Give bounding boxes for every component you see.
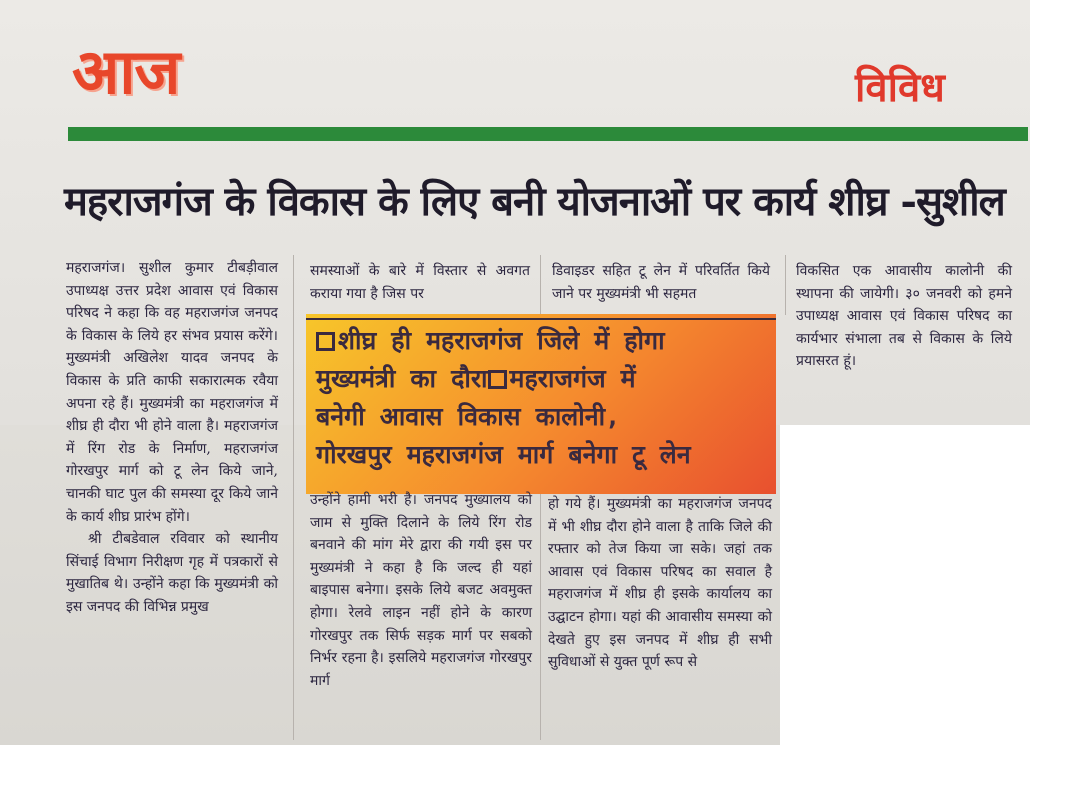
article-column-3-top: डिवाइडर सहित टू लेन में परिवर्तित किये जाने पर मुख्यमंत्री भी सहमत [552,263,770,302]
article-headline: महराजगंज के विकास के लिए बनी योजनाओं पर कार्य शीघ्र -सुशील [64,178,1005,225]
highlight-callout-box [306,314,776,494]
column-divider [540,255,541,315]
section-label: विविध [855,65,945,111]
column-divider [785,255,786,315]
newspaper-masthead: आज [72,35,180,108]
article-paragraph: श्री टीबडेवाल रविवार को स्थानीय सिंचाई विभाग निरीक्षण गृह में पत्रकारों से मुखातिब थे। उन्होंने कहा कि मुख्यमंत्री को इस जनपद की विभिन्न प्रमुख [66,531,278,615]
callout-line: महराजगंज में [509,364,636,393]
callout-line: बनेगी आवास विकास कालोनी, [316,402,621,431]
callout-line: शीघ्र ही महराजगंज जिले में होगा [338,326,665,355]
column-divider [293,255,294,740]
callout-line: मुख्यमंत्री का दौरा [316,364,488,393]
article-column-4: विकसित एक आवासीय कालोनी की स्थापना की जायेगी। ३० जनवरी को हमने उपाध्यक्ष आवास एवं विकास परिषद का कार्यभार संभाला तब से विकास के लिये प्रयासरत हूं। [796,263,1012,370]
article-paragraph: महराजगंज। सुशील कुमार टीबड़ीवाल उपाध्यक्ष उत्तर प्रदेश आवास एवं विकास परिषद ने कहा कि वह महराजगंज जनपद के विकास के लिये हर संभव प्रयास करेंगे। मुख्यमंत्री अखिलेश यादव जनपद के विकास के प्रति काफी सकारात्मक रवैया अपना रहे हैं। मुख्यमंत्री का महराजगंज में शीघ्र ही दौरा भी होने वाला है। महराजगंज में रिंग रोड के निर्माण, महराजगंज गोरखपुर मार्ग को टू लेन किये जाने, चानकी घाट पुल की समस्या दूर किये जाने के कार्य शीघ्र प्रारंभ होंगे। [66,260,278,525]
square-bullet-icon [316,332,335,351]
article-column-2-top: समस्याओं के बारे में विस्तार से अवगत कराया गया है जिस पर [310,263,530,302]
article-column-2-bottom: उन्होंने हामी भरी है। जनपद मुख्यालय को जाम से मुक्ति दिलाने के लिये रिंग रोड बनवाने की मांग मेरे द्वारा की गयी इस पर मुख्यमंत्री ने कहा है कि जल्द ही यहां बाइपास बनेगा। इसके लिये बजट अवमुक्त होगा। रेलवे लाइन नहीं होने के कारण गोरखपुर तक सिर्फ सड़क मार्ग पर सबको निर्भर रहना है। इसलिये महराजगंज गोरखपुर मार्ग [310,492,532,689]
article-column-3-bottom: हो गये हैं। मुख्यमंत्री का महराजगंज जनपद में भी शीघ्र दौरा होने वाला है ताकि जिले की रफ्तार को तेज किया जा सके। जहां तक आवास एवं विकास परिषद का सवाल है महराजगंज में शीघ्र ही इसके कार्यालय का उद्घाटन होगा। यहां की आवासीय समस्या को देखते हुए इस जनपद में शीघ्र ही सभी सुविधाओं से युक्त पूर्ण रूप से [548,496,772,671]
square-bullet-icon [488,370,507,389]
column-divider [540,492,541,740]
callout-top-rule [306,318,776,320]
callout-text [316,322,768,474]
masthead-rule [68,127,1028,141]
callout-line: गोरखपुर महराजगंज मार्ग बनेगा टू लेन [316,440,691,469]
article-column-1 [66,257,278,619]
